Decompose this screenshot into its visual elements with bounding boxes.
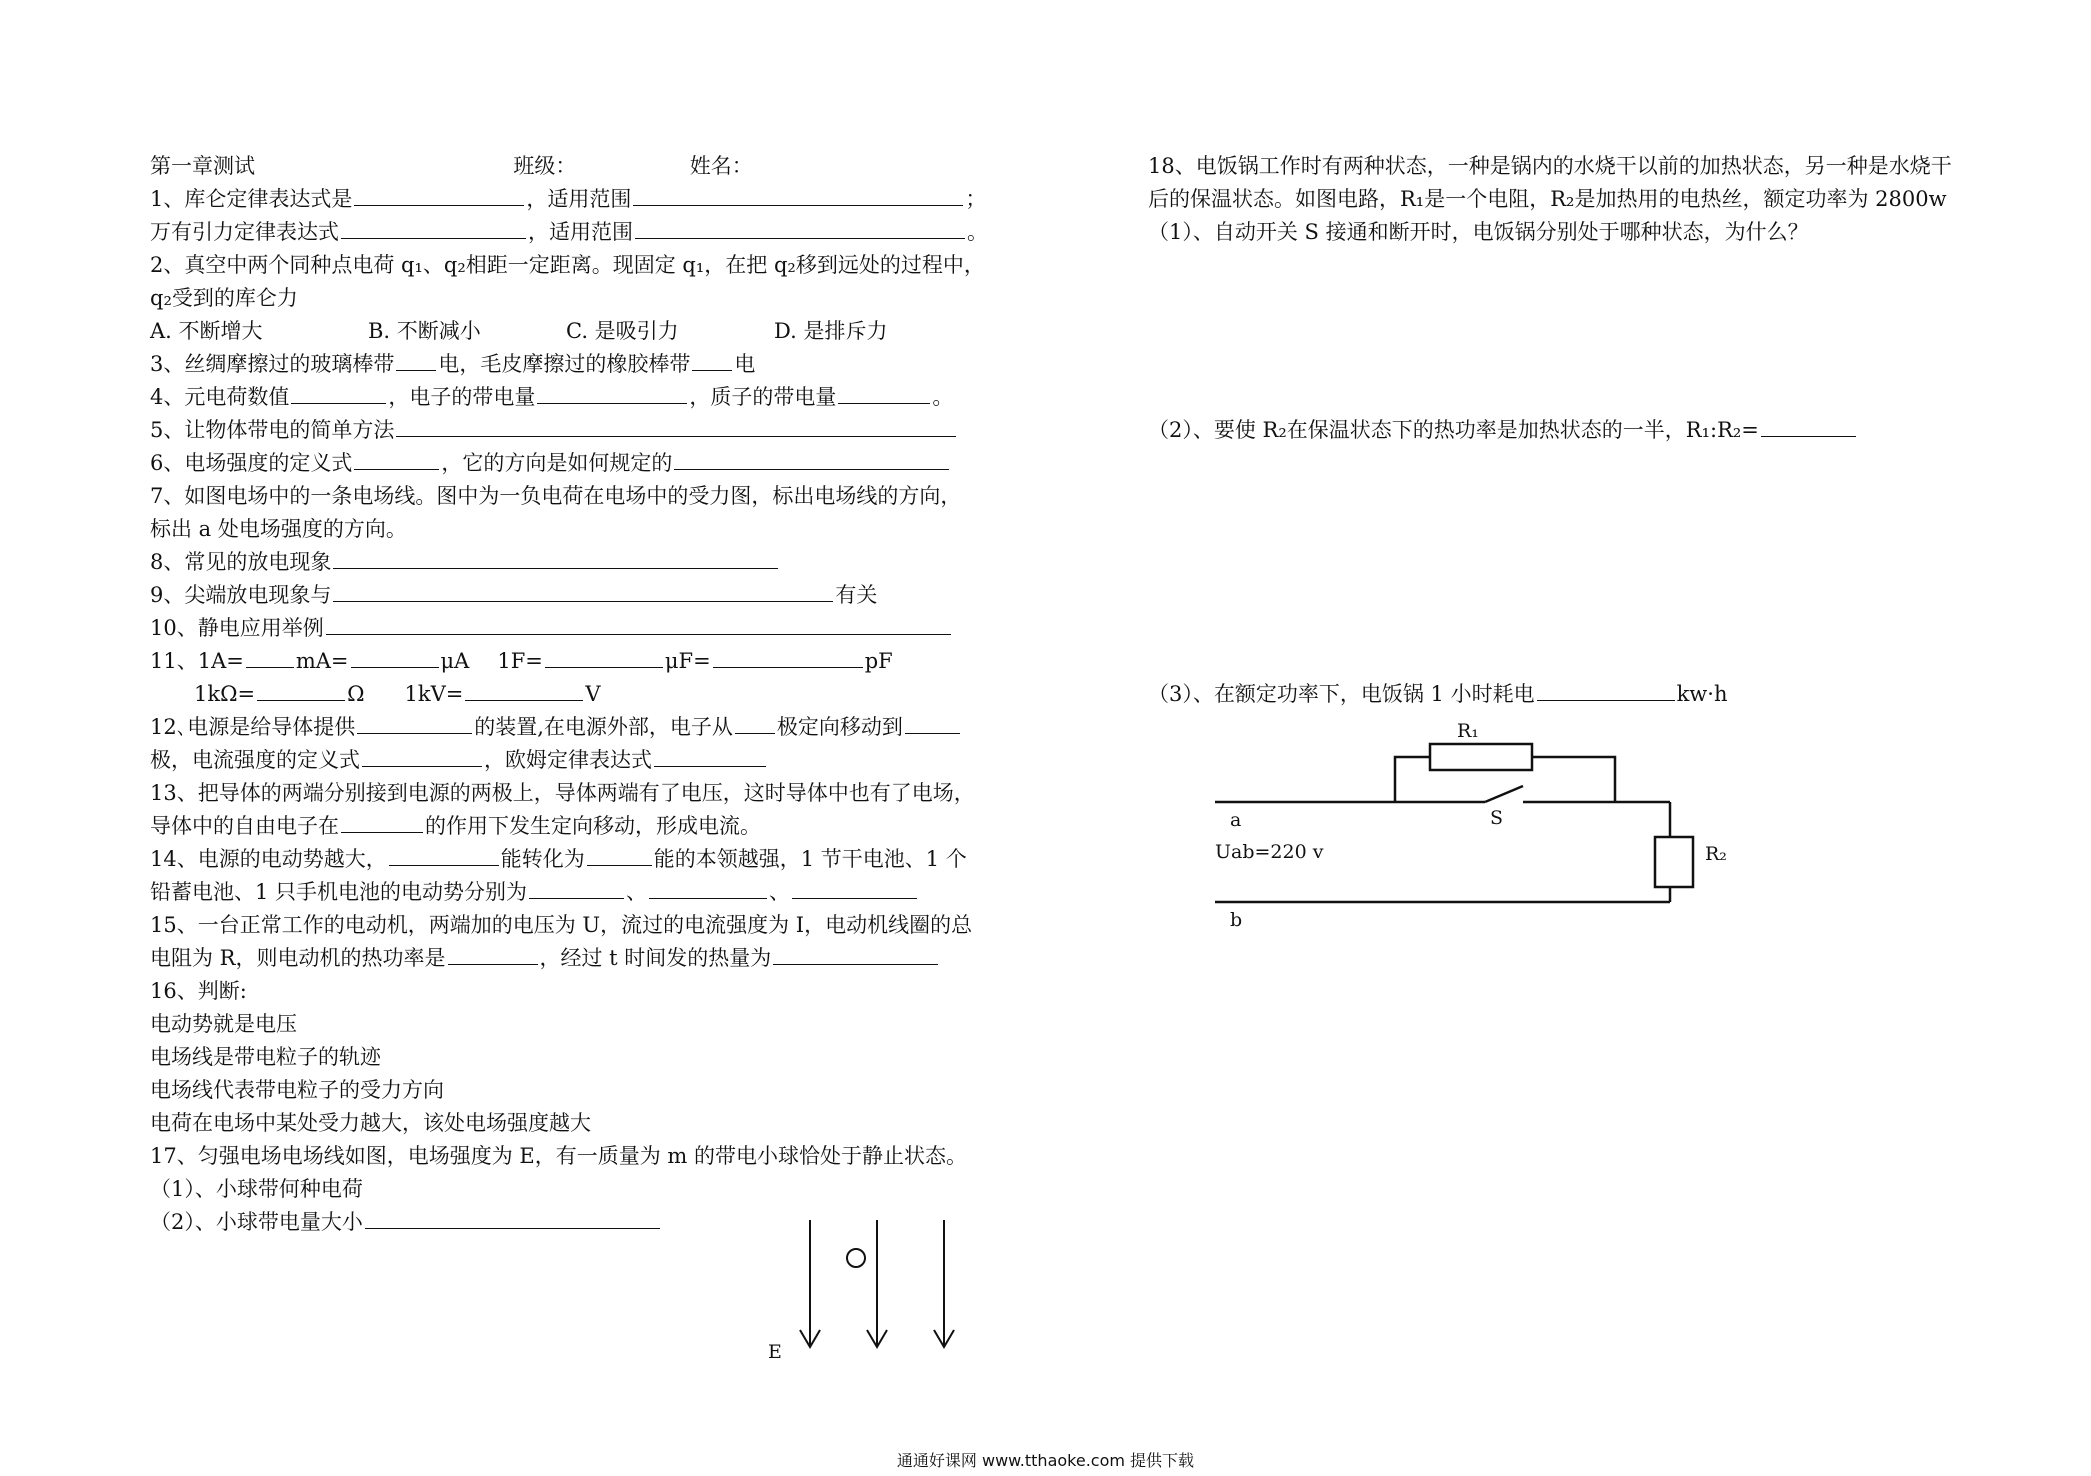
electric-field-figure [740, 1210, 980, 1360]
footer: 通通好课网 www.tthaoke.com 提供下载 [896, 1451, 1195, 1470]
question-2-line-2: q₂受到的库仑力 [150, 286, 298, 310]
question-6: 6、电场强度的定义式 ，它的方向是如何规定的 [150, 447, 1005, 480]
answer-blank[interactable] [448, 944, 538, 965]
answer-blank[interactable] [354, 185, 524, 206]
question-11-line-1: 11、1A= mA= μA 1F= μF= pF [150, 649, 893, 673]
header-line [150, 150, 1005, 183]
answer-blank[interactable] [396, 416, 956, 437]
question-18-line-1: 18、电饭锅工作时有两种状态，一种是锅内的水烧干以前的加热状态，另一种是水烧干 [1148, 154, 1952, 178]
answer-blank[interactable] [257, 680, 345, 701]
answer-blank[interactable] [633, 185, 963, 206]
option-b[interactable]: B. 不断减小 [368, 319, 481, 343]
question-7-line-2: 标出 a 处电场强度的方向。 [150, 517, 407, 541]
resistor-r2 [1655, 837, 1693, 887]
question-3: 3、丝绸摩擦过的玻璃棒带 电，毛皮摩擦过的橡胶棒带 电 [150, 352, 756, 376]
answer-blank[interactable] [341, 218, 526, 239]
answer-blank[interactable] [735, 713, 775, 734]
question-9: 9、尖端放电现象与 有关 [150, 583, 878, 607]
answer-blank[interactable] [365, 1208, 660, 1229]
question-15-line-2: 电阻为 R，则电动机的热功率是 ，经过 t 时间发的热量为 [150, 942, 1005, 975]
label-uab: Uab=220 v [1215, 841, 1324, 863]
question-10: 10、静电应用举例 [150, 612, 1005, 645]
judge-item: 电场线代表带电粒子的受力方向 [150, 1078, 444, 1102]
answer-blank[interactable] [326, 614, 951, 635]
right-column [1148, 150, 2003, 711]
answer-blank[interactable] [1537, 680, 1675, 701]
answer-blank[interactable] [465, 680, 583, 701]
question-7-line-1: 7、如图电场中的一条电场线。图中为一负电荷在电场中的受力图，标出电场线的方向， [150, 484, 962, 508]
answer-blank[interactable] [654, 746, 766, 767]
question-18-part-1: （1）、自动开关 S 接通和断开时，电饭锅分别处于哪种状态，为什么？ [1148, 220, 1809, 244]
answer-blank[interactable] [692, 350, 732, 371]
circuit-diagram [1195, 712, 1755, 942]
judge-item: 电场线是带电粒子的轨迹 [150, 1045, 381, 1069]
answer-blank[interactable] [333, 581, 833, 602]
question-18-part-3: （3）、在额定功率下，电饭锅 1 小时耗电 kw·h [1148, 682, 1728, 706]
answer-blank[interactable] [838, 383, 930, 404]
answer-blank[interactable] [792, 878, 917, 899]
question-13-line-2: 导体中的自由电子在 的作用下发生定向移动，形成电流。 [150, 814, 761, 838]
answer-blank[interactable] [635, 218, 965, 239]
question-8: 8、常见的放电现象 [150, 546, 1005, 579]
answer-blank[interactable] [351, 647, 439, 668]
label-a: a [1230, 809, 1242, 831]
option-c[interactable]: C. 是吸引力 [566, 319, 679, 343]
answer-blank[interactable] [1761, 416, 1856, 437]
question-2-options [150, 315, 1005, 348]
answer-blank[interactable] [246, 647, 294, 668]
question-4: 4、元电荷数值 ，电子的带电量 ，质子的带电量 。 [150, 385, 954, 409]
question-14-line-1: 14、电源的电动势越大， 能转化为 能的本领越强，1 节干电池、1 个 [150, 847, 967, 871]
answer-blank[interactable] [773, 944, 938, 965]
answer-blank[interactable] [649, 878, 767, 899]
question-17-line-1: 17、匀强电场电场线如图，电场强度为 E，有一质量为 m 的带电小球恰处于静止状态。 [150, 1144, 967, 1168]
question-16-title: 16、判断: [150, 979, 247, 1003]
answer-blank[interactable] [587, 845, 652, 866]
answer-blank[interactable] [291, 383, 386, 404]
name-label: 姓名： [689, 154, 753, 178]
answer-blank[interactable] [396, 350, 436, 371]
answer-blank[interactable] [354, 449, 439, 470]
answer-blank[interactable] [362, 746, 482, 767]
answer-blank[interactable] [333, 548, 778, 569]
question-12-line-2: 极，电流强度的定义式 ，欧姆定律表达式 [150, 744, 1005, 777]
label-r1: R₁ [1457, 720, 1479, 742]
question-17-part-2: （2）、小球带电量大小 [150, 1206, 1005, 1239]
question-17-part-1: （1）、小球带何种电荷 [150, 1177, 363, 1201]
wire [1532, 757, 1615, 802]
wire [1395, 757, 1430, 802]
answer-blank[interactable] [905, 713, 960, 734]
judge-item: 电动势就是电压 [150, 1012, 297, 1036]
judge-item: 电荷在电场中某处受力越大，该处电场强度越大 [150, 1111, 591, 1135]
question-12-line-1: 12､电源是给导体提供 的装置,在电源外部，电子从 极定向移动到 [150, 711, 1005, 744]
answer-blank[interactable] [341, 812, 423, 833]
answer-blank[interactable] [537, 383, 687, 404]
option-a[interactable]: A. 不断增大 [150, 319, 263, 343]
resistor-r1 [1430, 744, 1532, 770]
question-2-line-1: 2、真空中两个同种点电荷 q₁、q₂相距一定距离。现固定 q₁，在把 q₂移到远处的过程中， [150, 253, 985, 277]
answer-blank[interactable] [389, 845, 499, 866]
label-s: S [1490, 807, 1504, 829]
question-18-line-2: 后的保温状态。如图电路，R₁是一个电阻，R₂是加热用的电热丝，额定功率为 2800w [1148, 187, 1947, 211]
question-1-line-2: 万有引力定律表达式 ，适用范围 。 [150, 220, 988, 244]
question-1-line-1: 1、库仑定律表达式是 ，适用范围 ； [150, 187, 987, 211]
question-15-line-1: 15、一台正常工作的电动机，两端加的电压为 U，流过的电流强度为 I，电动机线圈的总 [150, 913, 973, 937]
charged-ball [847, 1249, 865, 1267]
label-r2: R₂ [1705, 843, 1727, 865]
class-label: 班级： [513, 154, 577, 178]
question-18-part-2: （2）、要使 R₂在保温状态下的热功率是加热状态的一半，R₁:R₂= [1148, 414, 2003, 447]
question-14-line-2: 铅蓄电池、1 只手机电池的电动势分别为 、 、 [150, 876, 1005, 909]
answer-blank[interactable] [674, 449, 949, 470]
left-column [150, 150, 1005, 1239]
field-label-e: E [768, 1341, 782, 1360]
answer-blank[interactable] [357, 713, 472, 734]
answer-blank[interactable] [529, 878, 624, 899]
answer-blank[interactable] [545, 647, 663, 668]
switch-s [1485, 786, 1523, 802]
question-11-line-2: 1kΩ= Ω 1kV= V [194, 682, 601, 706]
answer-blank[interactable] [713, 647, 863, 668]
question-13-line-1: 13、把导体的两端分别接到电源的两极上，导体两端有了电压，这时导体中也有了电场， [150, 781, 975, 805]
question-5: 5、让物体带电的简单方法 [150, 414, 1005, 447]
test-title: 第一章测试 [150, 154, 255, 178]
label-b: b [1230, 909, 1243, 931]
option-d[interactable]: D. 是排斥力 [774, 319, 888, 343]
